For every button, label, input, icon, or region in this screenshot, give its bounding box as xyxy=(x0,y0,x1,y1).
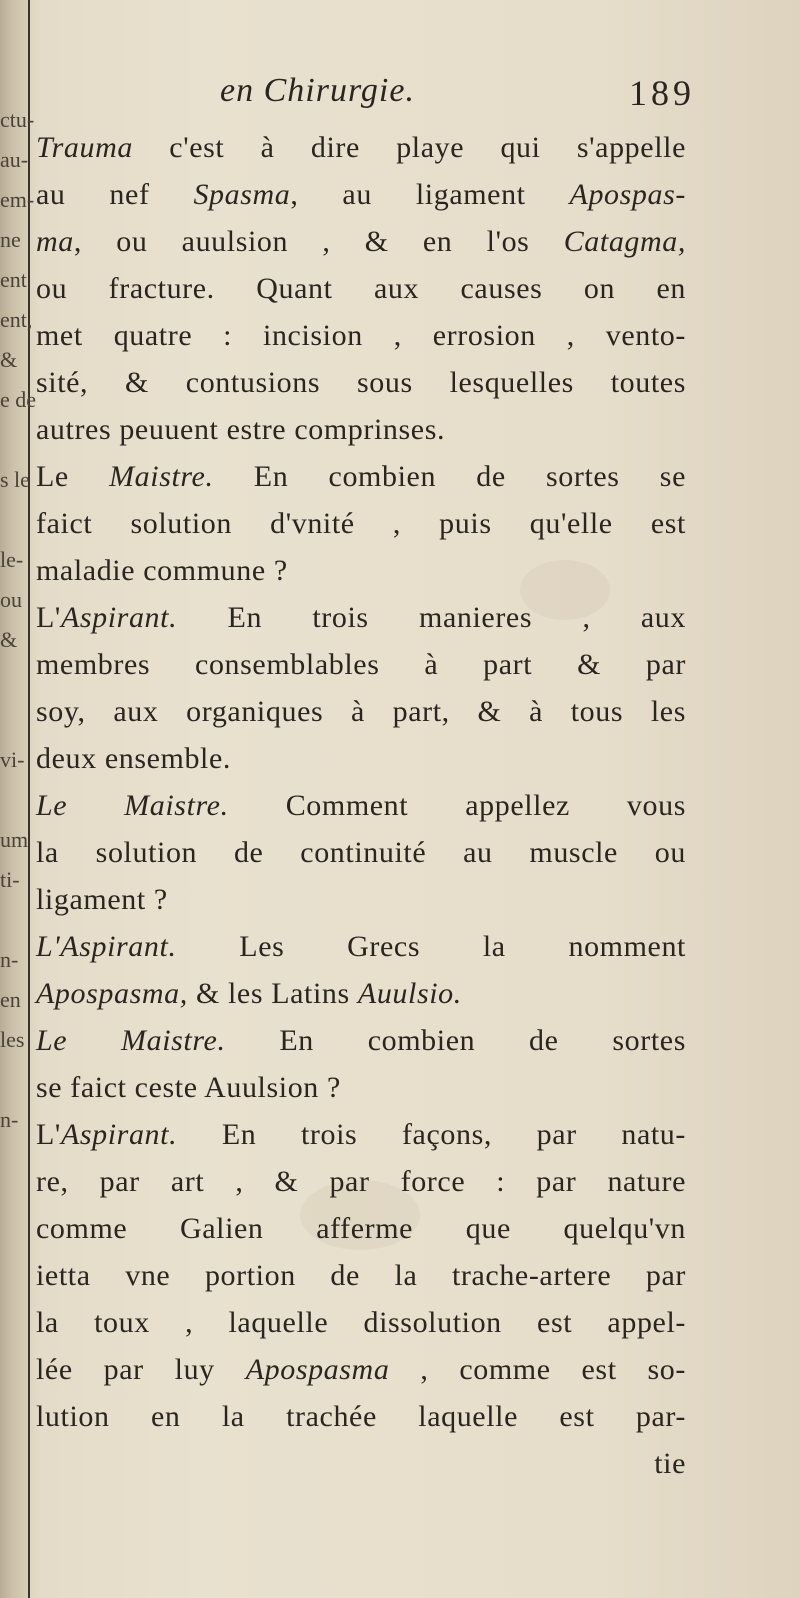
italic-term: Le Maistre. xyxy=(36,1024,226,1057)
margin-fragment: ent xyxy=(0,267,27,292)
text-run: Comment appellez vous xyxy=(228,789,686,822)
text-run: ligament ? xyxy=(36,883,168,916)
margin-fragment: ctu- xyxy=(0,107,35,132)
italic-term: Le Maistre. xyxy=(36,789,229,822)
italic-term: Aspirant. xyxy=(60,1118,178,1151)
text-run: Les Grecs la nomment xyxy=(176,930,686,963)
text-run: sité, & contusions sous lesquelles toutes xyxy=(36,366,686,399)
margin-fragment xyxy=(0,1180,32,1220)
italic-term: Spasma xyxy=(193,178,291,211)
margin-fragment xyxy=(0,1300,32,1340)
italic-term: Apospas- xyxy=(569,178,686,211)
margin-fragment: ti- xyxy=(0,867,20,892)
body-text xyxy=(36,124,686,1487)
margin-fragment xyxy=(0,1060,32,1100)
margin-fragment: le- xyxy=(0,547,24,572)
text-line xyxy=(36,594,686,641)
text-line xyxy=(36,641,686,688)
margin-fragment: em- xyxy=(0,187,35,212)
text-run: En trois façons, par natu- xyxy=(177,1118,686,1151)
text-run: En combien de sortes xyxy=(225,1024,686,1057)
margin-fragment: n- xyxy=(0,947,19,972)
text-line xyxy=(36,218,686,265)
text-run: comme Galien afferme que quelqu'vn xyxy=(36,1212,686,1245)
text-run: la solution de continuité au muscle ou xyxy=(36,836,686,869)
text-line xyxy=(36,876,686,923)
margin-fragment xyxy=(0,1340,32,1380)
text-line xyxy=(36,171,686,218)
text-line xyxy=(36,453,686,500)
text-line xyxy=(36,265,686,312)
text-line xyxy=(36,124,686,171)
text-line xyxy=(36,923,686,970)
margin-fragment: les xyxy=(0,1027,25,1052)
italic-term: Apospasma, xyxy=(36,977,188,1010)
text-line xyxy=(36,1017,686,1064)
page-header xyxy=(220,72,695,120)
text-run: soy, aux organiques à part, & à tous les xyxy=(36,695,686,728)
margin-fragment: & xyxy=(0,347,18,372)
margin-fragment xyxy=(0,1220,32,1260)
text-run: tie xyxy=(654,1447,686,1480)
italic-term: Apospasma xyxy=(245,1353,390,1386)
text-run: ou fracture. Quant aux causes on en xyxy=(36,272,686,305)
text-run: ietta vne portion de la trache-artere par xyxy=(36,1259,686,1292)
text-run: au nef xyxy=(36,178,194,211)
text-run: met quatre : incision , errosion , vento- xyxy=(36,319,686,352)
text-run: L' xyxy=(36,601,61,634)
text-line xyxy=(36,1440,686,1487)
text-line xyxy=(36,500,686,547)
text-run: membres consemblables à part & par xyxy=(36,648,686,681)
text-run: , au ligament xyxy=(290,178,570,211)
text-line xyxy=(36,359,686,406)
margin-fragment xyxy=(0,420,32,460)
text-line xyxy=(36,1346,686,1393)
text-line xyxy=(36,1252,686,1299)
text-run: la toux , laquelle dissolution est appel- xyxy=(36,1306,686,1339)
margin-fragment xyxy=(0,700,32,740)
text-run: maladie commune ? xyxy=(36,554,288,587)
text-run: lée par luy xyxy=(36,1353,246,1386)
text-line xyxy=(36,1205,686,1252)
text-line xyxy=(36,1299,686,1346)
margin-fragment xyxy=(0,1140,32,1180)
margin-fragment xyxy=(0,660,32,700)
margin-fragment: s le xyxy=(0,467,30,492)
text-run: , comme est so- xyxy=(389,1353,686,1386)
page-number: 189 xyxy=(629,73,695,113)
italic-term: Catagma, xyxy=(563,225,686,258)
text-run: L' xyxy=(36,1118,61,1151)
margin-fragment: vi- xyxy=(0,747,25,772)
margin-fragment: & xyxy=(0,627,18,652)
text-line xyxy=(36,782,686,829)
margin-fragment: au- xyxy=(0,147,29,172)
text-run: se faict ceste Auulsion ? xyxy=(36,1071,341,1104)
text-run: faict solution d'vnité , puis qu'elle est xyxy=(36,507,686,540)
text-run: Le xyxy=(36,460,110,493)
margin-fragment xyxy=(0,780,32,820)
margin-fragment xyxy=(0,500,32,540)
facing-page-margin-text xyxy=(0,100,37,1380)
text-line xyxy=(36,688,686,735)
italic-term: L'Aspirant. xyxy=(36,930,177,963)
text-run: c'est à dire playe qui s'appelle xyxy=(132,131,686,164)
margin-fragment: en xyxy=(0,987,21,1012)
text-run: & les Latins xyxy=(187,977,358,1010)
margin-fragment: ou xyxy=(0,587,22,612)
text-run: deux ensemble. xyxy=(36,742,232,775)
text-line xyxy=(36,735,686,782)
text-line xyxy=(36,547,686,594)
italic-term: ma xyxy=(36,225,74,258)
text-run: lution en la trachée laquelle est par- xyxy=(36,1400,686,1433)
italic-term: Maistre. xyxy=(109,460,214,493)
margin-fragment: n- xyxy=(0,1107,19,1132)
margin-fragment: ne xyxy=(0,227,21,252)
margin-fragment: ent, xyxy=(0,307,33,332)
text-line xyxy=(36,1393,686,1440)
margin-fragment xyxy=(0,900,32,940)
running-head: en Chirurgie. xyxy=(220,72,415,109)
italic-term: Trauma xyxy=(36,131,133,164)
margin-fragment: um xyxy=(0,827,29,852)
margin-fragment xyxy=(0,1260,32,1300)
text-line xyxy=(36,406,686,453)
italic-term: Auulsio. xyxy=(357,977,462,1010)
text-line xyxy=(36,1064,686,1111)
margin-fragment: e de xyxy=(0,387,37,412)
italic-term: Aspirant. xyxy=(60,601,178,634)
text-run: , ou auulsion , & en l'os xyxy=(73,225,564,258)
text-run: re, par art , & par force : par nature xyxy=(36,1165,686,1198)
text-line xyxy=(36,970,686,1017)
text-line xyxy=(36,1158,686,1205)
text-run: En combien de sortes se xyxy=(213,460,686,493)
text-run: En trois manieres , aux xyxy=(177,601,686,634)
text-line xyxy=(36,1111,686,1158)
text-line xyxy=(36,312,686,359)
text-run: autres peuuent estre comprinses. xyxy=(36,413,446,446)
text-line xyxy=(36,829,686,876)
